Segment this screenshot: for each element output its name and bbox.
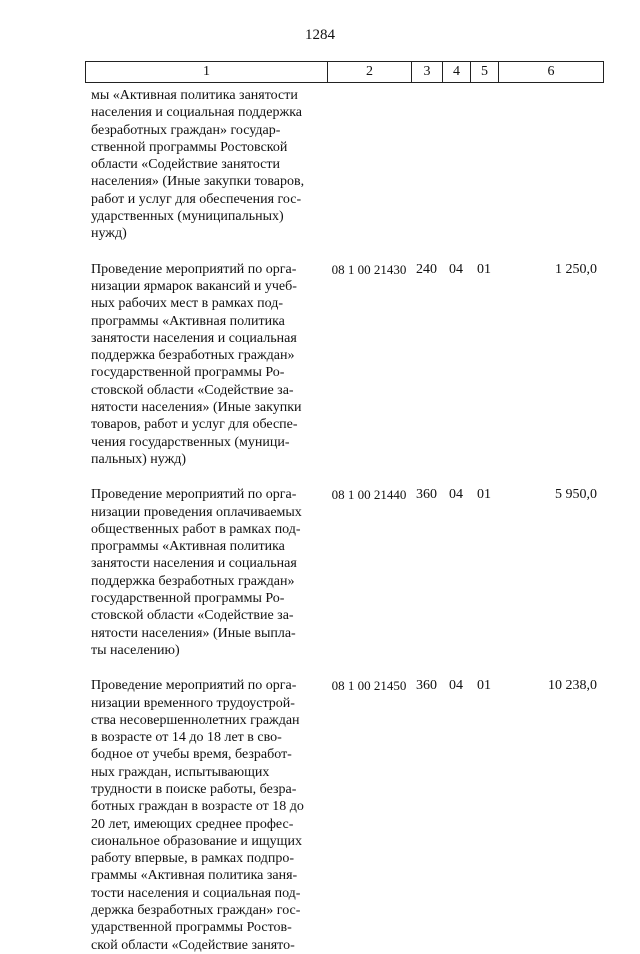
table-body — [85, 87, 603, 954]
row-subsection: 01 — [477, 261, 491, 277]
table-row — [85, 677, 603, 954]
row-expense-type: 240 — [416, 261, 437, 277]
row-section: 04 — [449, 678, 463, 694]
row-code: 08 1 00 21450 — [331, 678, 407, 694]
row-subsection: 01 — [477, 678, 491, 694]
table-row — [85, 261, 603, 469]
header-col-5: 5 — [471, 62, 499, 83]
page-number: 1284 — [305, 27, 335, 43]
row-code: 08 1 00 21430 — [331, 261, 407, 277]
header-col-6: 6 — [499, 62, 604, 83]
table-row — [85, 486, 603, 659]
row-description: Проведение мероприятий по орга- низации временного трудоустрой- ства несовершеннолетних граждан в возрасте от 14 до 18 лет в сво- бодное от учебы время, безработ- ных граждан, испытывающих трудности в поиске работы, безра- ботных граждан в возрасте от 18 до 20 лет, имеющих среднее профес- сиональное образование и ищущих работу впервые, в рамках подпро- граммы «Активная политика заня- тости населения и социальная под- держка безработных граждан» гос- ударственной программы Ростов- ской области «Содействие занято- — [91, 678, 304, 953]
row-description: Проведение мероприятий по орга- низации ярмарок вакансий и учеб- ных рабочих мест в рамках под- программы «Активная политика занятости населения и социальная поддержка безработных граждан» государственной программы Ро- стовской области «Содействие за- нятости населения» (Иные закупки товаров, работ и услуг для обеспе- чения государственных (муници- пальных) нужд) — [91, 261, 302, 467]
header-col-1: 1 — [86, 62, 328, 83]
row-code: 08 1 00 21440 — [331, 487, 407, 503]
row-sum: 10 238,0 — [548, 678, 597, 694]
row-subsection: 01 — [477, 487, 491, 503]
row-section: 04 — [449, 487, 463, 503]
row-description: мы «Активная политика занятости населения и социальная поддержка безработных граждан» государ- ственной программы Ростовской области «Содействие занятости населения» (Иные закупки товаров, работ и услуг для обеспечения гос- ударственных (муниципальных) нужд) — [91, 88, 305, 242]
row-sum: 1 250,0 — [555, 261, 597, 277]
header-col-4: 4 — [443, 62, 471, 83]
header-col-2: 2 — [328, 62, 412, 83]
table-row — [85, 87, 603, 243]
table-header — [85, 61, 604, 83]
header-col-3: 3 — [412, 62, 443, 83]
row-expense-type: 360 — [416, 487, 437, 503]
row-sum: 5 950,0 — [555, 487, 597, 503]
row-expense-type: 360 — [416, 678, 437, 694]
row-description: Проведение мероприятий по орга- низации проведения оплачиваемых общественных работ в рамках под- программы «Активная политика занятости населения и социальная поддержка безработных граждан» государственной программы Ро- стовской области «Содействие за- нятости населения» (Иные выпла- ты населению) — [91, 487, 302, 658]
row-section: 04 — [449, 261, 463, 277]
